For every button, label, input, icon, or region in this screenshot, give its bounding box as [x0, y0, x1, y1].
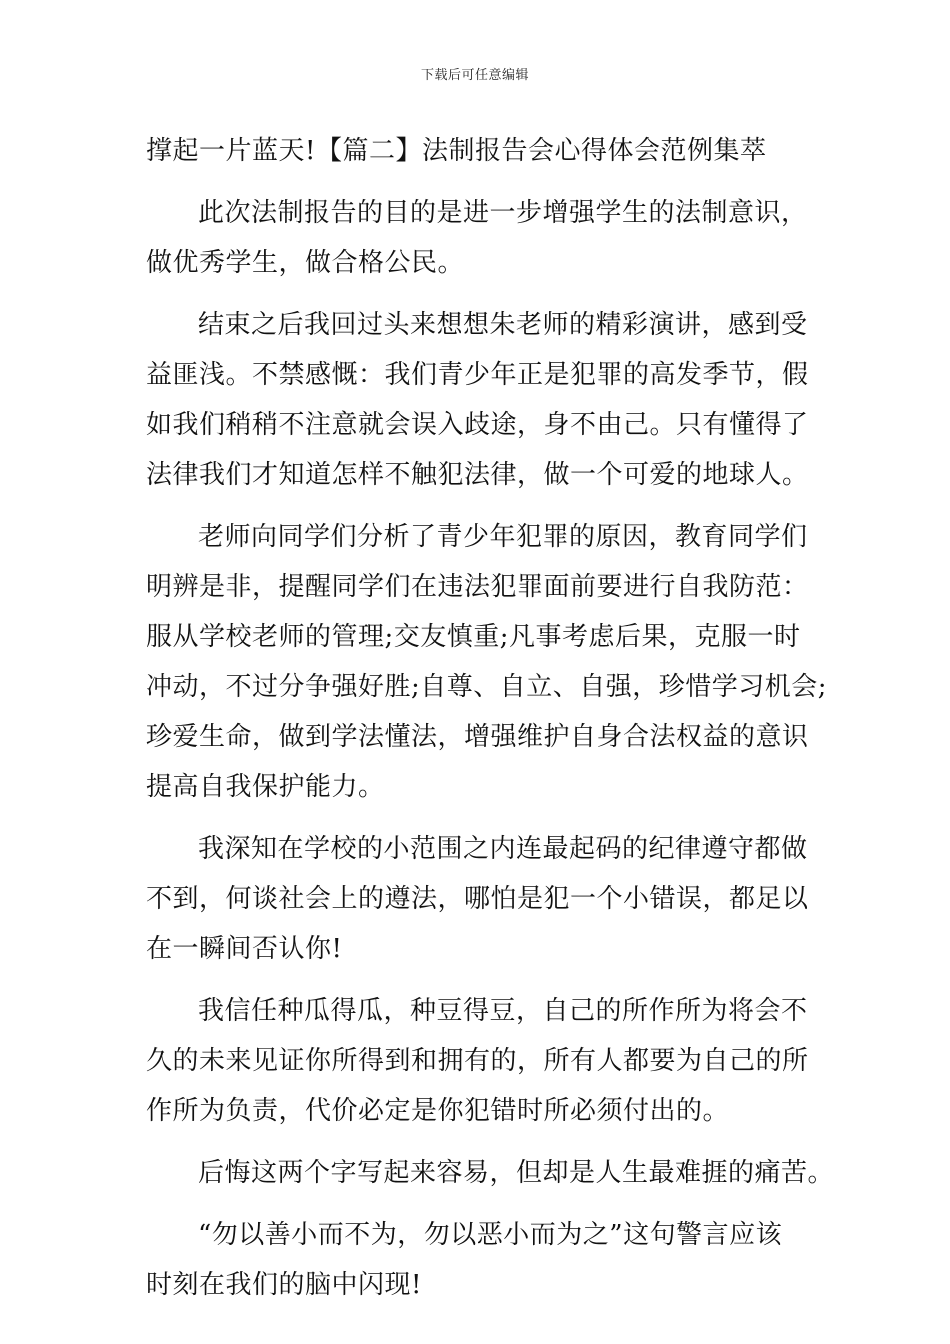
text-line: “勿以善小而不为，勿以恶小而为之”这句警言应该 — [198, 1220, 783, 1250]
text-line: 作所为负责，代价必定是你犯错时所必须付出的。 — [146, 1096, 730, 1126]
paragraph-4 — [146, 824, 809, 974]
text-line: 此次法制报告的目的是进一步增强学生的法制意识， — [198, 198, 808, 228]
text-line: 时刻在我们的脑中闪现! — [146, 1270, 422, 1300]
text-line: 珍爱生命，做到学法懂法，增强维护自身合法权益的意识 — [146, 722, 809, 752]
paragraph-7 — [146, 1210, 806, 1310]
paragraph-1 — [146, 188, 806, 288]
document-body — [146, 126, 835, 1310]
text-line: 在一瞬间否认你! — [146, 934, 343, 964]
page-header: 下载后可任意编辑 — [420, 68, 529, 83]
text-line: 提高自我保护能力。 — [146, 772, 385, 802]
text-line: 结束之后我回过头来想想朱老师的精彩演讲，感到受 — [198, 310, 808, 340]
text-line: 后悔这两个字写起来容易，但却是人生最难捱的痛苦。 — [198, 1158, 835, 1188]
text-line: 老师向同学们分析了青少年犯罪的原因，教育同学们 — [198, 522, 808, 552]
text-line: 益匪浅。不禁感慨：我们青少年正是犯罪的高发季节，假 — [146, 360, 809, 390]
text-line: 法律我们才知道怎样不触犯法律，做一个可爱的地球人。 — [146, 460, 809, 490]
text-line: 我深知在学校的小范围之内连最起码的纪律遵守都做 — [198, 834, 808, 864]
paragraph-6 — [146, 1148, 835, 1198]
text-line: 我信任种瓜得瓜，种豆得豆，自己的所作所为将会不 — [198, 996, 808, 1026]
text-line: 做优秀学生，做合格公民。 — [146, 248, 465, 278]
paragraph-5 — [146, 986, 809, 1136]
text-line: 不到，何谈社会上的遵法，哪怕是犯一个小错误，都足以 — [146, 884, 809, 914]
paragraph-title-continuation — [146, 126, 806, 176]
text-line: 撑起一片蓝天!【篇二】法制报告会心得体会范例集萃 — [146, 136, 767, 166]
paragraph-2 — [146, 300, 809, 500]
text-line: 久的未来见证你所得到和拥有的，所有人都要为自己的所 — [146, 1046, 809, 1076]
text-line: 冲动，不过分争强好胜;自尊、自立、自强，珍惜学习机会; — [146, 672, 828, 702]
text-line: 如我们稍稍不注意就会误入歧途，身不由己。只有懂得了 — [146, 410, 809, 440]
text-line: 明辨是非，提醒同学们在违法犯罪面前要进行自我防范： — [146, 572, 809, 602]
paragraph-3 — [146, 512, 828, 812]
text-line: 服从学校老师的管理;交友慎重;凡事考虑后果，克服一时 — [146, 622, 801, 652]
